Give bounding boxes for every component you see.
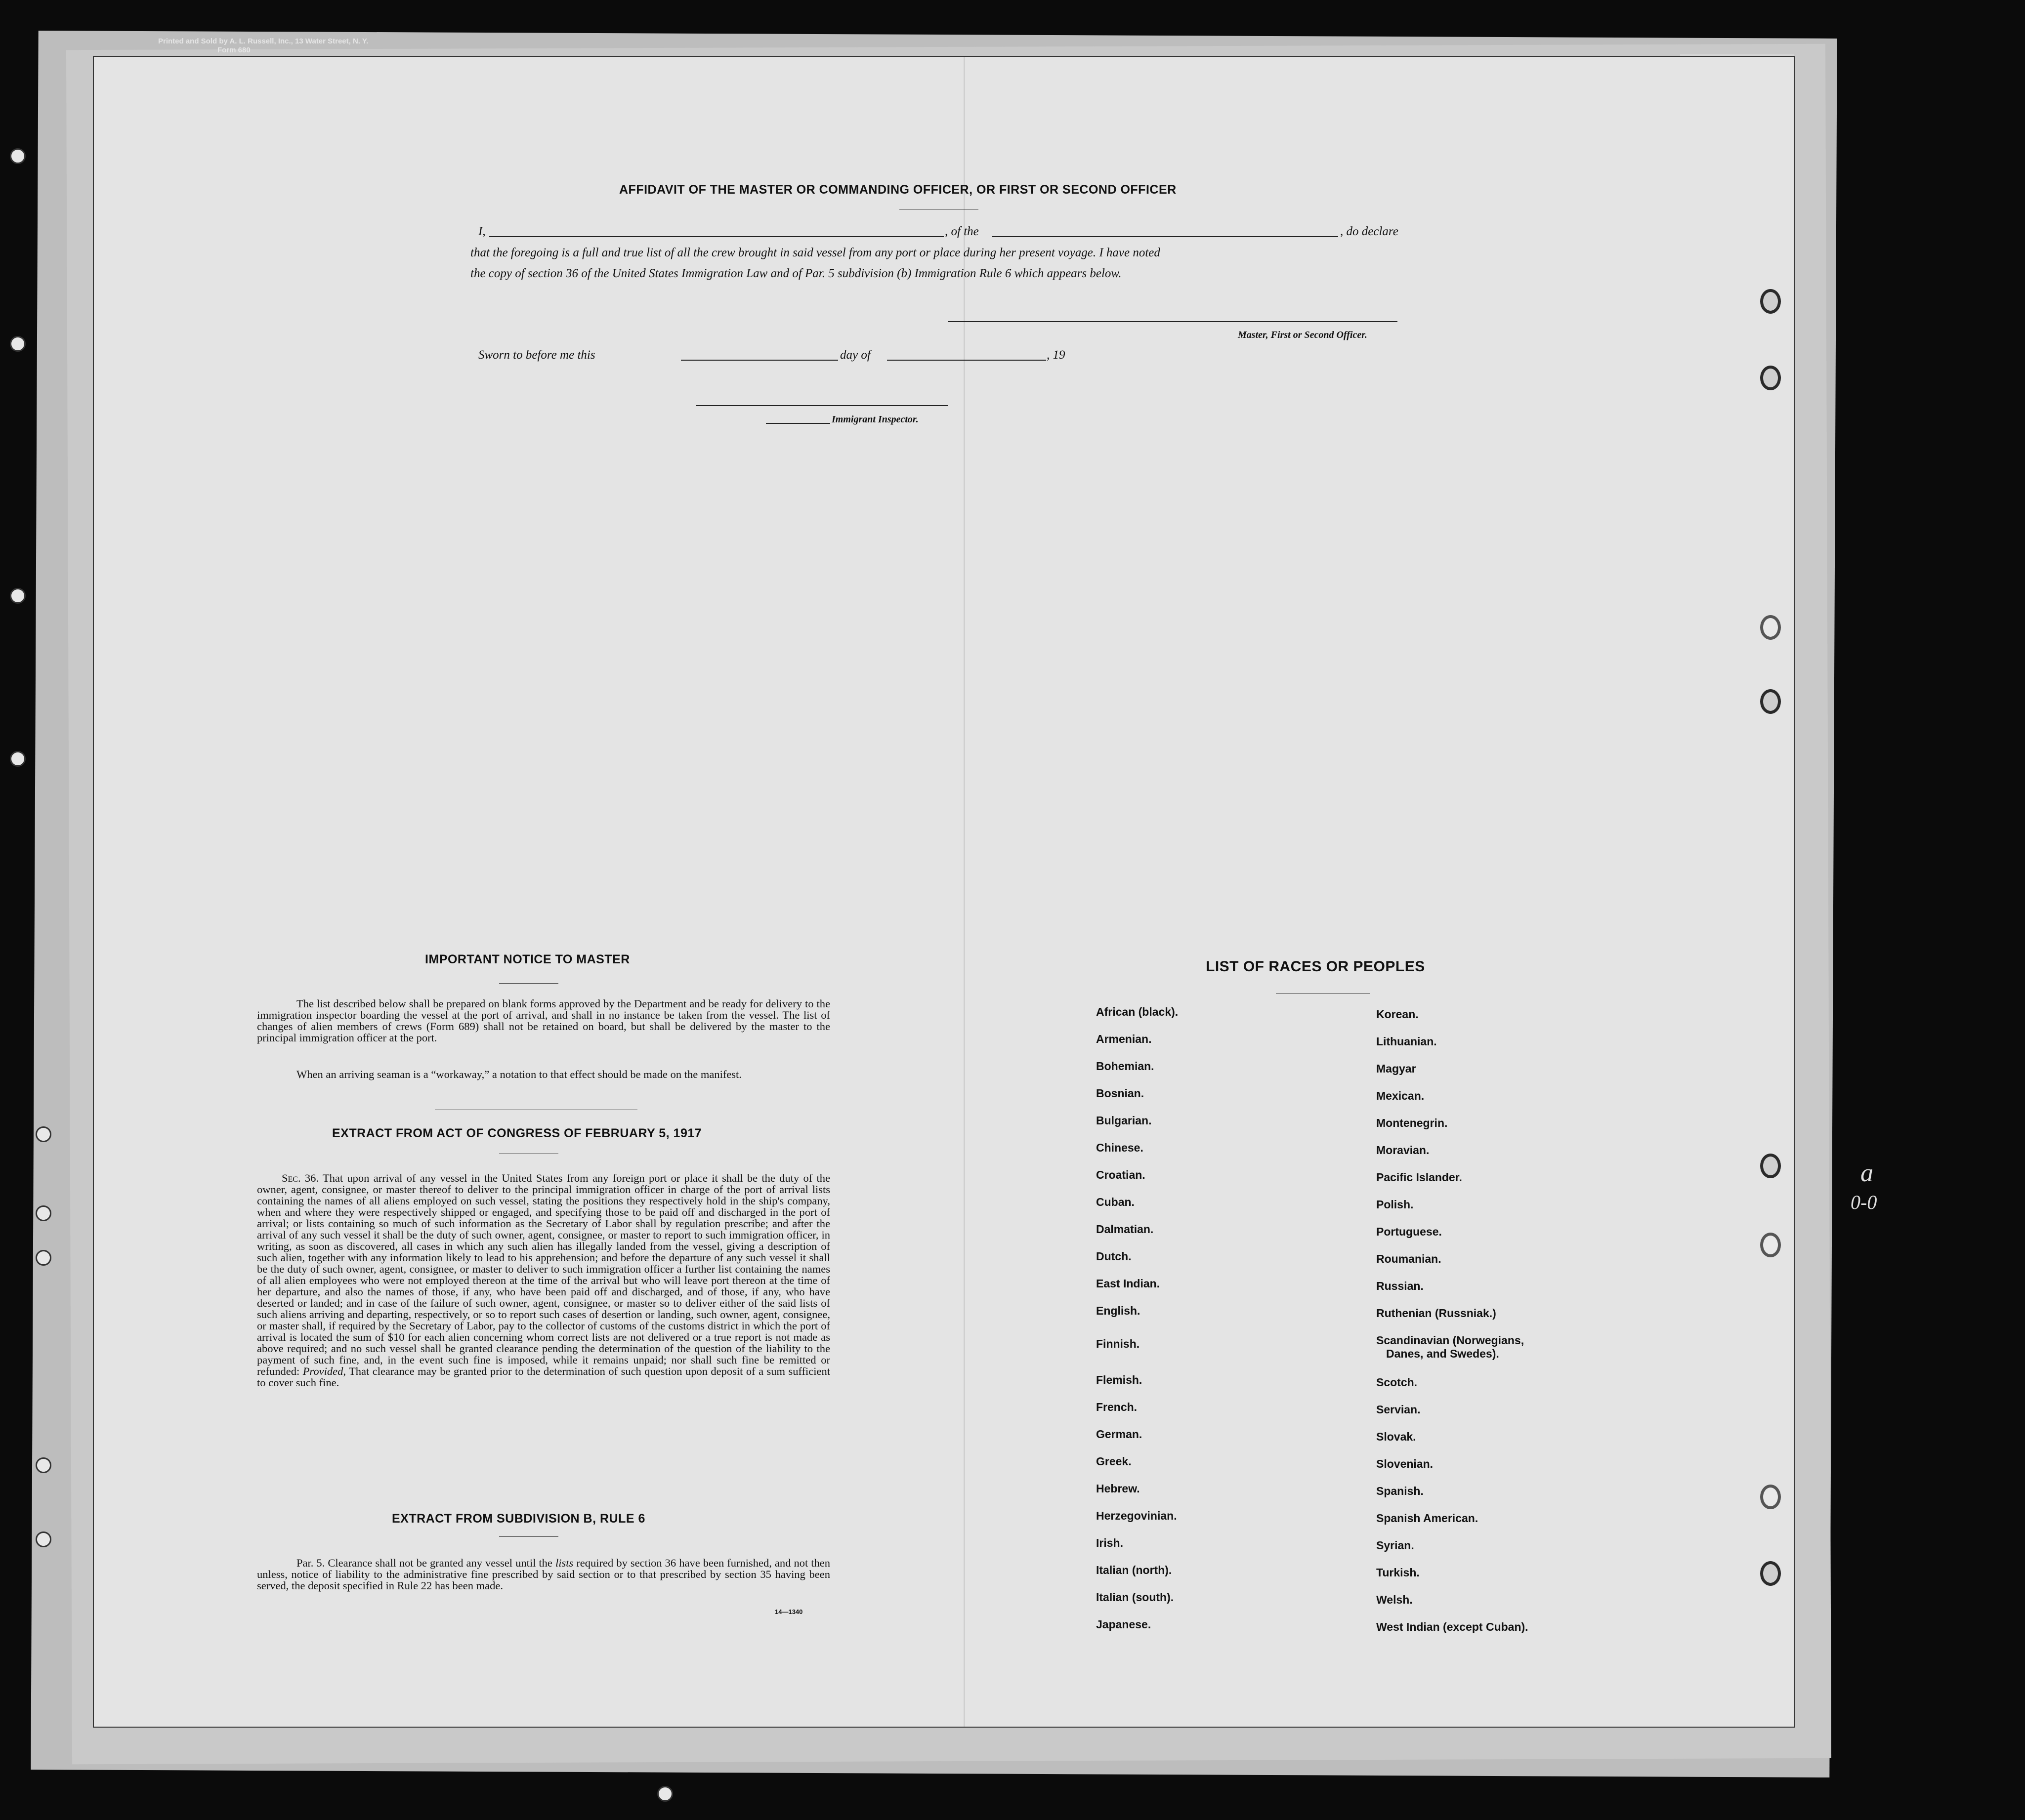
- race-entry: African (black).: [1096, 1005, 1179, 1018]
- race-entry: Croatian.: [1096, 1168, 1145, 1181]
- race-entry: Italian (north).: [1096, 1564, 1172, 1576]
- binding-hole: [657, 1786, 673, 1802]
- vessel-blank-line[interactable]: [992, 236, 1338, 237]
- divider: [499, 983, 558, 984]
- divider: [435, 1109, 637, 1110]
- binding-hole: [36, 1205, 51, 1221]
- binding-hole: [10, 751, 26, 767]
- race-entry: German.: [1096, 1428, 1142, 1441]
- race-entry: Servian.: [1376, 1403, 1421, 1416]
- race-entry: East Indian.: [1096, 1277, 1160, 1290]
- notice-title: IMPORTANT NOTICE TO MASTER: [425, 952, 630, 966]
- race-entry: Hebrew.: [1096, 1482, 1140, 1495]
- race-entry: Spanish.: [1376, 1485, 1424, 1497]
- race-entry: Korean.: [1376, 1008, 1419, 1021]
- binding-hole: [36, 1250, 51, 1266]
- affidavit-of-the-label: , of the: [945, 225, 979, 238]
- section-label: Sec. 36.: [282, 1172, 319, 1184]
- rule-text-end: required by section 36 have been furnished, and not then unless, notice of liability to the administrative fine prescribed by said section or to that prescribed by section 35 having been served, the deposit specified in Rule 22 has been made.: [257, 1557, 831, 1592]
- officer-signature-caption: Master, First or Second Officer.: [1238, 330, 1367, 340]
- race-entry: Flemish.: [1096, 1373, 1142, 1386]
- sworn-month-line[interactable]: [887, 360, 1046, 361]
- race-entry: Scandinavian (Norwegians,: [1376, 1334, 1524, 1347]
- race-entry: Armenian.: [1096, 1033, 1152, 1045]
- document-page: [94, 57, 1794, 1727]
- race-entry: Montenegrin.: [1376, 1117, 1448, 1129]
- binding-hole: [1760, 1485, 1781, 1509]
- form-code: 14—1340: [775, 1608, 803, 1615]
- race-entry: Lithuanian.: [1376, 1035, 1437, 1048]
- rule-text: Par. 5. Clearance shall not be granted any vessel until the: [296, 1557, 552, 1569]
- race-entry: English.: [1096, 1304, 1140, 1317]
- race-entry: Russian.: [1376, 1280, 1424, 1292]
- affidavit-i-label: I,: [478, 225, 486, 238]
- races-title: LIST OF RACES OR PEOPLES: [1206, 958, 1425, 975]
- provided-word: Provided,: [302, 1365, 346, 1377]
- binding-hole: [1760, 1233, 1781, 1257]
- race-entry: Mexican.: [1376, 1089, 1425, 1102]
- race-entry: Moravian.: [1376, 1144, 1430, 1157]
- race-entry: Dalmatian.: [1096, 1223, 1154, 1236]
- binding-hole: [36, 1126, 51, 1142]
- race-entry: Bosnian.: [1096, 1087, 1144, 1100]
- margin-note: 0-0: [1851, 1191, 1877, 1213]
- race-entry: West Indian (except Cuban).: [1376, 1620, 1528, 1633]
- notice-paragraph-2: When an arriving seaman is a “workaway,” a notation to that effect should be made on the manifest.: [296, 1068, 742, 1080]
- race-entry: French.: [1096, 1401, 1138, 1413]
- race-entry: Polish.: [1376, 1198, 1414, 1211]
- race-entry: Turkish.: [1376, 1566, 1420, 1579]
- race-entry: Magyar: [1376, 1062, 1416, 1075]
- binding-hole: [36, 1531, 51, 1547]
- inspector-caption-rule: [766, 423, 830, 424]
- sworn-day-line[interactable]: [681, 360, 838, 361]
- binding-hole: [1760, 689, 1781, 714]
- race-entry: Bulgarian.: [1096, 1114, 1152, 1127]
- extract-rule-title: EXTRACT FROM SUBDIVISION B, RULE 6: [392, 1512, 645, 1526]
- race-entry: Japanese.: [1096, 1618, 1151, 1631]
- affidavit-line-3: the copy of section 36 of the United States Immigration Law and of Par. 5 subdivision (b) Immigration Rule 6 which appears below.: [470, 267, 1122, 280]
- form-number: Form 680: [217, 46, 251, 54]
- printer-line: Printed and Sold by A. L. Russell, Inc., 13 Water Street, N. Y.: [158, 37, 369, 45]
- binding-hole: [1760, 615, 1781, 640]
- affidavit-do-declare-label: , do declare: [1340, 225, 1398, 238]
- race-entry: Pacific Islander.: [1376, 1171, 1462, 1184]
- affidavit-title: AFFIDAVIT OF THE MASTER OR COMMANDING OFFICER, OR FIRST OR SECOND OFFICER: [619, 183, 1177, 197]
- inspector-signature-line[interactable]: [696, 405, 948, 406]
- race-entry: Slovenian.: [1376, 1457, 1434, 1470]
- binding-hole: [1760, 289, 1781, 314]
- page-fold: [964, 57, 965, 1727]
- margin-note: a: [1860, 1159, 1873, 1187]
- race-entry: Scotch.: [1376, 1376, 1418, 1389]
- race-entry: Cuban.: [1096, 1196, 1135, 1208]
- race-entry: Ruthenian (Russniak.): [1376, 1307, 1496, 1320]
- race-entry: Dutch.: [1096, 1250, 1132, 1263]
- race-entry: Finnish.: [1096, 1337, 1140, 1350]
- year-label: , 19: [1047, 348, 1065, 362]
- binding-hole: [10, 148, 26, 164]
- race-entry: Irish.: [1096, 1536, 1123, 1549]
- printer-imprint: [158, 37, 368, 55]
- binding-hole: [1760, 366, 1781, 390]
- binding-hole: [1760, 1561, 1781, 1586]
- day-of-label: day of: [840, 348, 871, 362]
- extract-act-body: [257, 1172, 830, 1388]
- race-entry: Italian (south).: [1096, 1591, 1174, 1604]
- affidavit-line-2: that the foregoing is a full and true list of all the crew brought in said vessel from any port or place during her present voyage. I have noted: [470, 246, 1160, 259]
- race-entry: Slovak.: [1376, 1430, 1416, 1443]
- race-entry: Danes, and Swedes).: [1386, 1347, 1499, 1360]
- extract-act-title: EXTRACT FROM ACT OF CONGRESS OF FEBRUARY 5, 1917: [332, 1126, 702, 1140]
- notice-paragraph-1: The list described below shall be prepared on blank forms approved by the Department and be ready for delivery to the immigration inspector boarding the vessel at the port of arrival, and shall in no instance be taken from the vessel. The list of changes of alien members of crews (Form 689) shall not be retained on board, but shall be delivered by the master to the principal immigration officer at the port.: [257, 997, 830, 1044]
- race-entry: Welsh.: [1376, 1593, 1413, 1606]
- lists-word: lists: [555, 1557, 574, 1569]
- race-entry: Herzegovinian.: [1096, 1509, 1177, 1522]
- binding-hole: [1760, 1154, 1781, 1178]
- race-entry: Portuguese.: [1376, 1225, 1442, 1238]
- officer-signature-line[interactable]: [948, 321, 1397, 322]
- binding-hole: [36, 1457, 51, 1473]
- binding-hole: [10, 336, 26, 352]
- binding-hole: [10, 588, 26, 604]
- race-entry: Chinese.: [1096, 1141, 1143, 1154]
- race-entry: Spanish American.: [1376, 1512, 1478, 1525]
- extract-rule-body: [257, 1557, 830, 1591]
- sworn-label: Sworn to before me this: [478, 348, 595, 362]
- inspector-caption: Immigrant Inspector.: [832, 414, 919, 425]
- race-entry: Bohemian.: [1096, 1060, 1154, 1073]
- name-blank-line[interactable]: [489, 236, 944, 237]
- race-entry: Roumanian.: [1376, 1252, 1441, 1265]
- section-36-text-end: That clearance may be granted prior to the determination of such question upon deposit of a sum sufficient to cover such fine.: [257, 1365, 831, 1389]
- race-entry: Greek.: [1096, 1455, 1132, 1468]
- section-36-text: That upon arrival of any vessel in the United States from any foreign port or place it shall be the duty of the owner, agent, consignee, or master thereof to deliver to the principal immigration officer in charge of the port of arrival lists containing the names of all aliens employed on such vessel, stating the positions they respectively hold in the ship's company, when and where they were respectively shipped or engaged, and specifying those to be paid off and discharged in the port of arrival; or lists containing so much of such information as the Secretary of Labor shall by regulation prescribe; and after the arrival of any such vessel it shall be the duty of such owner, agent, consignee, or master to report to such immigration officer, in writing, as soon as discovered, all cases in which any such alien has illegally landed from the vessel, giving a description of such alien, together with any information likely to lead to his apprehension; and before the departure of any such vessel it shall be the duty of such owner, agent, consignee, or master to deliver to such immigration officer a further list containing the names of all alien employees who were not employed thereon at the time of the arrival but who will leave port thereon at the time of her departure, and also the names of those, if any, who have been paid off and discharged, and of those, if any, who have deserted or landed; and in case of the failure of such owner, agent, consignee, or master so to deliver either of the said lists of such aliens arriving and departing, respectively, or so to report such cases of desertion or landing, such owner, agent, consignee, or master shall, if required by the Secretary of Labor, pay to the collector of customs of the customs district in which the port of arrival is located the sum of $10 for each alien concerning whom correct lists are not delivered or a true report is not made as above required; and no such vessel shall be granted clearance pending the determination of the question of the liability to the payment of such fine, and, in the event such fine is imposed, while it remains unpaid; nor shall such fine be remitted or refunded:: [257, 1172, 830, 1377]
- race-entry: Syrian.: [1376, 1539, 1414, 1552]
- divider: [499, 1536, 558, 1537]
